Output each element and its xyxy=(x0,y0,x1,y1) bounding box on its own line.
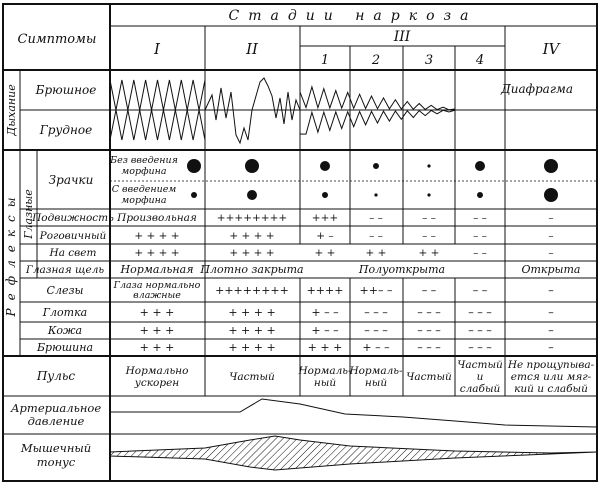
cell-peritoneum-6: – – – xyxy=(468,341,492,354)
row-label-muscle-line1: Мышечный xyxy=(20,441,92,455)
row-label-mobility: Подвижность xyxy=(32,212,114,224)
cell-corneal-7: – xyxy=(548,230,554,242)
row-label-bp-line2: давление xyxy=(27,414,85,428)
blood-pressure-curve xyxy=(110,399,597,427)
cell-mobility-4: – – xyxy=(369,212,383,224)
pupil-dots xyxy=(187,159,558,202)
stage-header-3: III xyxy=(393,29,411,45)
group-breathing-label: Дыхание xyxy=(5,84,18,136)
cell-tears-3: ++++ xyxy=(306,284,344,297)
pulse-cell-7: ется или мяг- xyxy=(510,371,592,383)
stages-title: Стадии наркоза xyxy=(228,8,478,24)
diaphragm-note: Диафрагма xyxy=(500,82,574,96)
cell-mobility-3: +++ xyxy=(311,212,339,224)
pulse-row xyxy=(125,359,595,395)
cell-skin-6: – – – xyxy=(468,324,492,337)
muscle-tone-band xyxy=(110,436,597,470)
cell-mobility-1: Произвольная xyxy=(117,212,197,224)
cell-mobility-6: – – xyxy=(473,212,487,224)
cell-skin-7: – xyxy=(548,324,554,337)
cell-pharynx-7: – xyxy=(548,306,554,319)
cell-pharynx-1: + + + xyxy=(139,306,175,319)
cell-corneal-2: + + + + xyxy=(229,230,275,242)
pulse-cell-6: Частый xyxy=(457,359,503,371)
row-label-pulse: Пульс xyxy=(36,369,76,383)
substage-header-4: 4 xyxy=(475,53,485,68)
cell-skin-2: + + + + xyxy=(228,324,276,337)
eye-slit-half-open: Полуоткрыта xyxy=(358,263,446,276)
pulse-cell-7: Не прощупыва- xyxy=(507,359,595,371)
cell-corneal-3: + – xyxy=(316,230,334,242)
cell-skin-1: + + + xyxy=(139,324,175,337)
pupil-without-morphine xyxy=(427,164,430,167)
cell-mobility-7: – xyxy=(548,212,554,224)
stage-header-1: I xyxy=(154,40,160,58)
cell-skin-3: + – – xyxy=(311,324,339,337)
eye-slit-closed: Плотно закрыта xyxy=(200,263,304,276)
row-label-eye-slit: Глазная щель xyxy=(25,264,105,276)
cell-pharynx-5: – – – xyxy=(417,306,441,319)
substage-header-3: 3 xyxy=(424,53,434,68)
pupil-without-morphine xyxy=(187,159,201,173)
cell-pharynx-4: – – – xyxy=(364,306,388,319)
pupil-without-morphine xyxy=(475,161,485,171)
cell-tears-1-line2: влажные xyxy=(133,290,181,301)
cell-light-4: + + xyxy=(365,247,387,259)
stage-header-4: IV xyxy=(542,40,560,58)
pulse-cell-4: Нормаль- xyxy=(349,365,403,377)
cell-peritoneum-5: – – – xyxy=(417,341,441,354)
cell-light-3: + + xyxy=(314,247,336,259)
pupils-with-line1: С введением xyxy=(111,184,177,195)
pupil-with-morphine xyxy=(322,192,328,198)
cell-peritoneum-1: + + + xyxy=(139,341,175,354)
pulse-cell-7: кий и слабый xyxy=(514,383,588,395)
cell-peritoneum-2: + + + + xyxy=(228,341,276,354)
pulse-cell-3: Нормаль- xyxy=(298,365,352,377)
pupils-without-line2: морфина xyxy=(121,166,167,177)
row-label-pupils: Зрачки xyxy=(48,173,94,187)
cell-tears-6: – – xyxy=(472,284,488,297)
row-label-thoracic: Грудное xyxy=(39,123,93,137)
pulse-cell-5: Частый xyxy=(406,371,452,383)
cell-light-5: + + xyxy=(418,247,440,259)
pupil-without-morphine xyxy=(544,159,558,173)
row-label-tears: Слезы xyxy=(46,284,84,297)
pupil-with-morphine xyxy=(427,193,430,196)
row-label-abdominal: Брюшное xyxy=(35,83,97,97)
substage-header-2: 2 xyxy=(371,53,381,68)
pupil-with-morphine xyxy=(544,188,558,202)
cell-light-2: + + + + xyxy=(229,247,275,259)
row-label-pharynx: Глотка xyxy=(42,306,88,319)
cell-peritoneum-4: + – – xyxy=(362,341,390,354)
cell-mobility-2: ++++++++ xyxy=(216,212,288,224)
cell-corneal-1: + + + + xyxy=(134,230,180,242)
cell-pharynx-2: + + + + xyxy=(228,306,276,319)
group-reflexes-label: Рефлексы xyxy=(4,189,18,317)
symptoms-header: Симптомы xyxy=(17,32,97,47)
pupils-without-line1: Без введения xyxy=(110,155,178,166)
pupil-with-morphine xyxy=(247,190,257,200)
cell-skin-5: – – – xyxy=(417,324,441,337)
cell-corneal-6: – – xyxy=(473,230,487,242)
cell-tears-7: – xyxy=(548,284,554,297)
row-label-bp-line1: Артериальное xyxy=(10,401,102,415)
cell-light-6: – – xyxy=(473,247,487,259)
pupil-with-morphine xyxy=(374,193,377,196)
substage-header-1: 1 xyxy=(320,53,330,68)
cell-tears-4: ++– – xyxy=(359,284,393,297)
pupil-without-morphine xyxy=(320,161,330,171)
cell-corneal-5: – – xyxy=(422,230,436,242)
pulse-cell-4: ный xyxy=(364,377,388,389)
pulse-cell-6: слабый xyxy=(459,383,501,395)
cell-peritoneum-3: + + + xyxy=(307,341,343,354)
stage-header-2: II xyxy=(246,40,258,58)
cell-light-7: – xyxy=(548,247,554,259)
group-ocular-label: Глазные xyxy=(22,189,35,239)
cell-pharynx-3: + – – xyxy=(311,306,339,319)
pulse-cell-1: ускорен xyxy=(134,377,180,389)
cell-peritoneum-7: – xyxy=(548,341,554,354)
eye-slit-normal: Нормальная xyxy=(120,263,194,276)
reflex-cells xyxy=(113,212,555,354)
cell-tears-5: – – xyxy=(421,284,437,297)
pulse-cell-6: и xyxy=(476,371,484,383)
pupil-without-morphine xyxy=(373,163,379,169)
pupil-without-morphine xyxy=(245,159,259,173)
cell-skin-4: – – – xyxy=(364,324,388,337)
row-label-corneal: Роговичный xyxy=(39,230,107,242)
pupils-with-line2: морфина xyxy=(121,195,167,206)
row-label-skin: Кожа xyxy=(47,324,83,337)
pulse-cell-1: Нормально xyxy=(125,365,189,377)
row-label-peritoneum: Брюшина xyxy=(36,341,94,354)
cell-light-1: + + + + xyxy=(134,247,180,259)
pupil-with-morphine xyxy=(477,192,483,198)
pulse-cell-2: Частый xyxy=(229,371,275,383)
cell-tears-2: ++++++++ xyxy=(215,284,289,297)
eye-slit-open: Открыта xyxy=(521,263,581,276)
cell-tears-1-line1: Глаза нормально xyxy=(113,280,201,291)
cell-corneal-4: – – xyxy=(369,230,383,242)
breath-stage3-upper xyxy=(300,87,455,110)
cell-pharynx-6: – – – xyxy=(468,306,492,319)
row-label-muscle-line2: тонус xyxy=(36,455,76,469)
cell-mobility-5: – – xyxy=(422,212,436,224)
row-label-light: На свет xyxy=(49,247,97,259)
pulse-cell-3: ный xyxy=(313,377,337,389)
breath-stage3-lower xyxy=(300,110,455,134)
pupil-with-morphine xyxy=(191,192,197,198)
